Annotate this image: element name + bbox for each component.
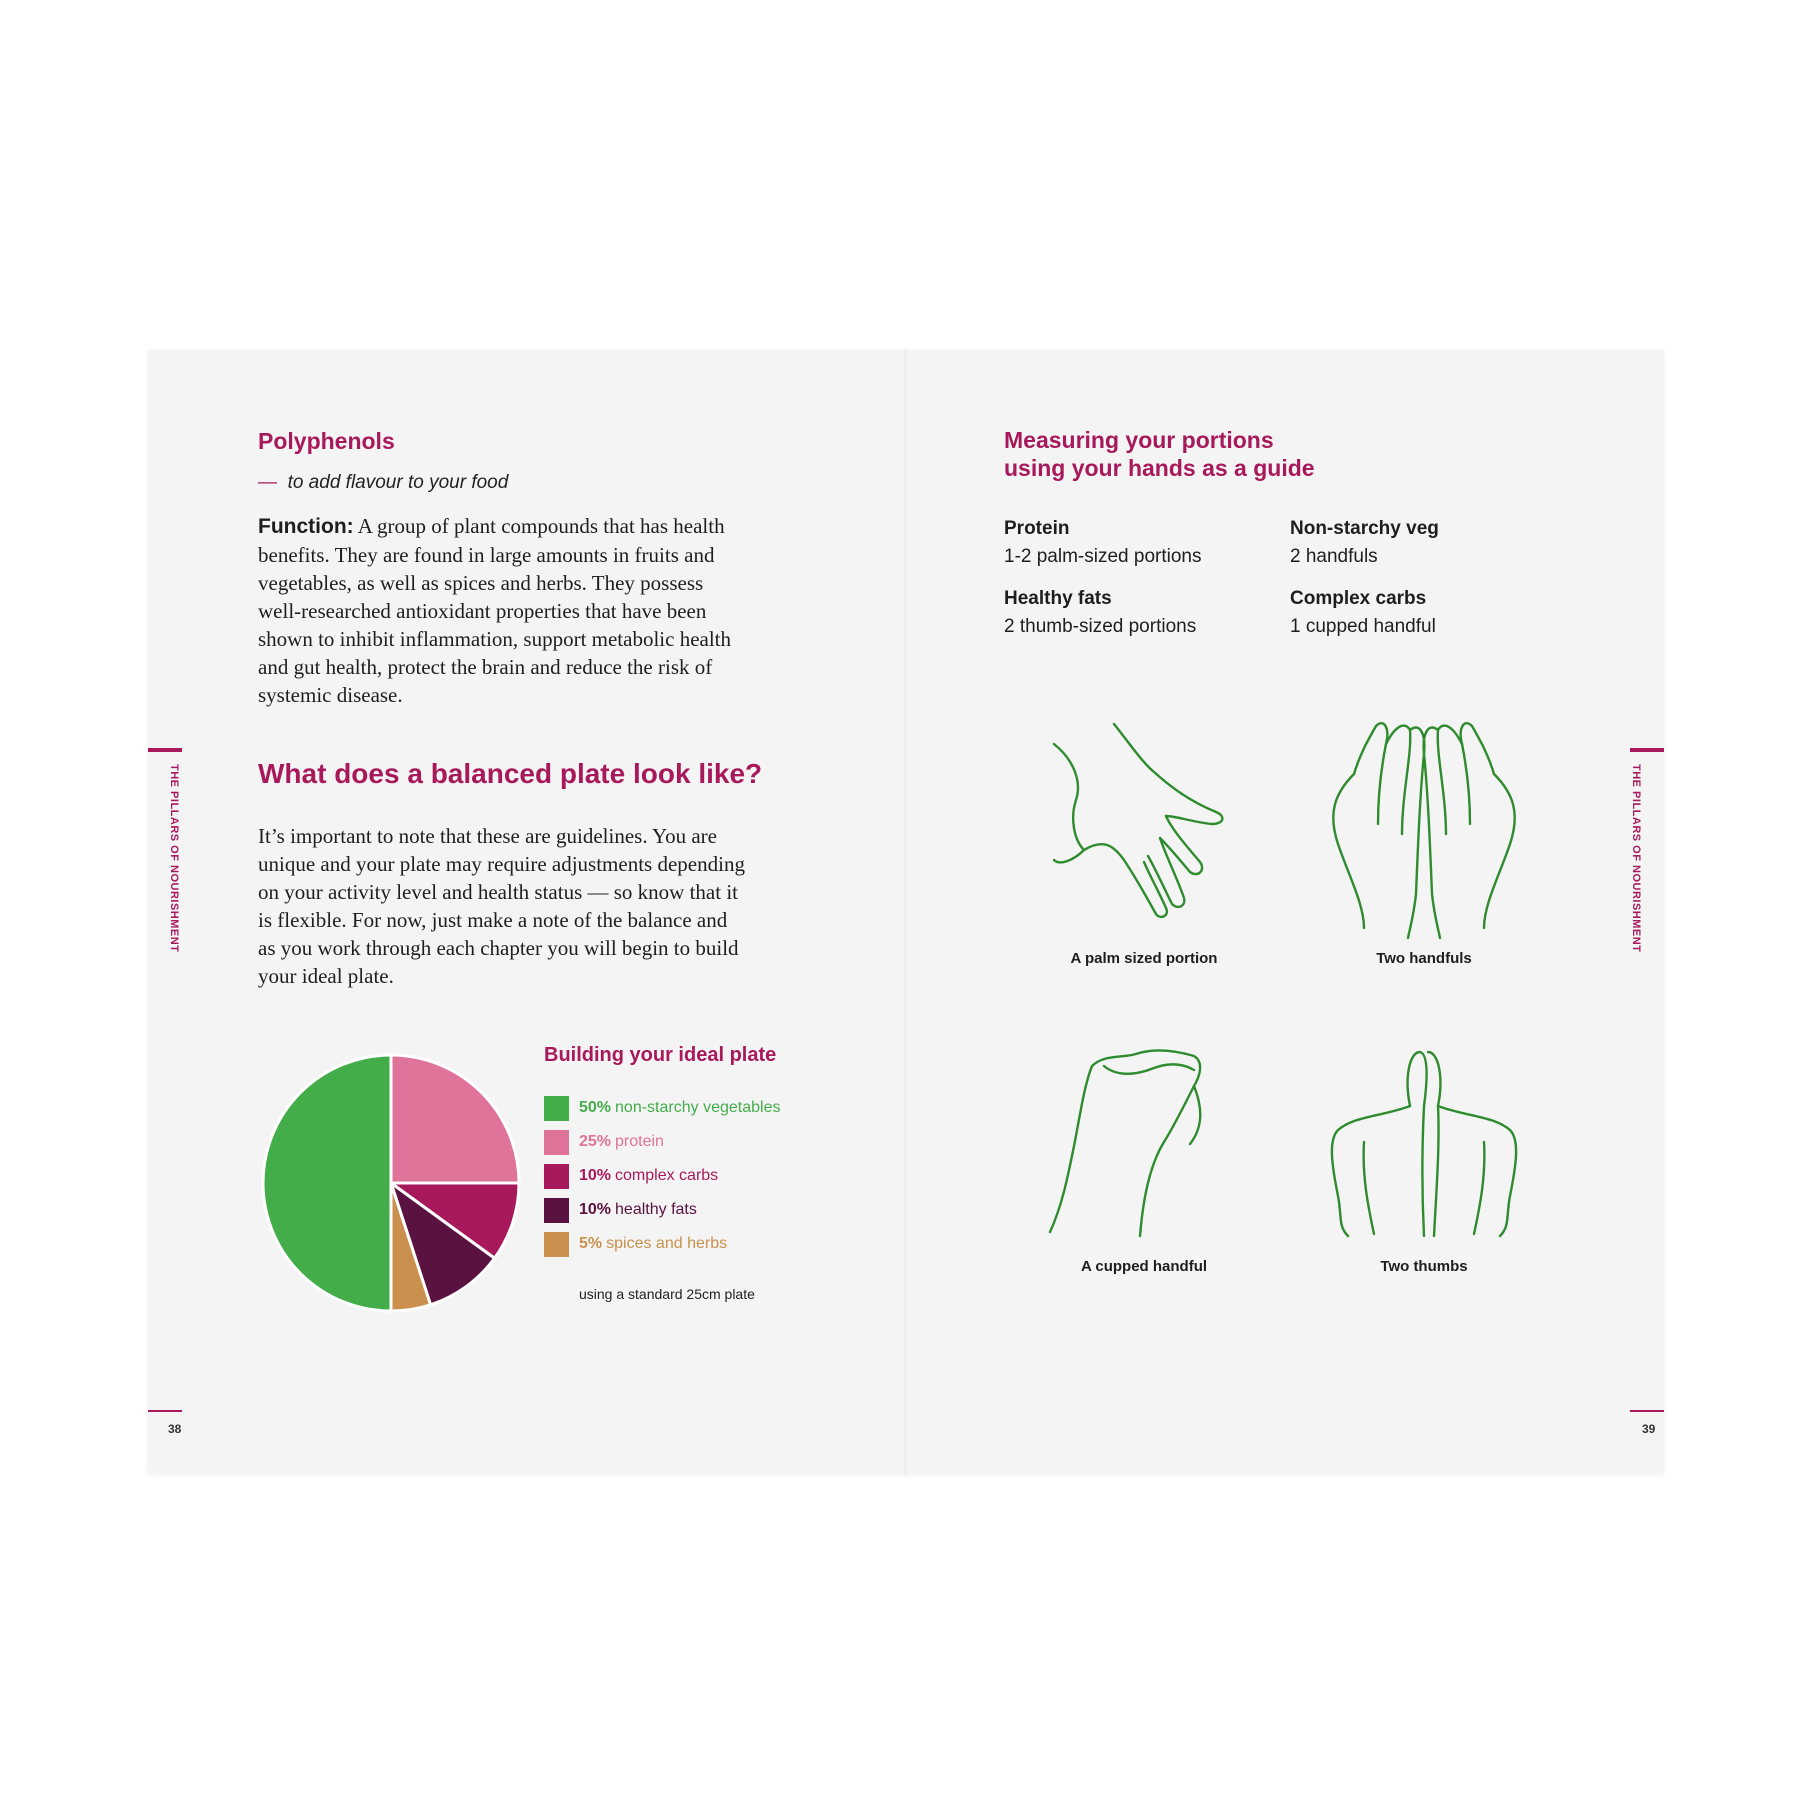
function-line: systemic disease. — [258, 683, 403, 707]
plate-pie-chart — [256, 1048, 526, 1318]
function-line: well-researched antioxidant properties that have been — [258, 599, 707, 623]
body-line: is flexible. For now, just make a note of the balance and — [258, 908, 728, 932]
portion-carbs-name: Complex carbs — [1290, 588, 1427, 609]
portion-protein-name: Protein — [1004, 518, 1070, 539]
page-number: 39 — [1642, 1422, 1656, 1436]
side-tab-marker — [1630, 748, 1664, 752]
legend-swatch — [544, 1198, 569, 1223]
legend-percent: 5% — [579, 1235, 603, 1252]
legend-swatch — [544, 1130, 569, 1155]
legend-percent: 10% — [579, 1167, 612, 1184]
heading-line: Measuring your portions — [1004, 427, 1274, 453]
pie-slice-non-starchy-vegetables — [263, 1055, 391, 1311]
tagline-text: to add flavour to your food — [287, 472, 509, 493]
function-line: shown to inhibit inflammation, support metabolic health — [258, 627, 732, 651]
hand-caption-two-handfuls: Two handfuls — [1376, 950, 1472, 967]
portion-carbs-value: 1 cupped handful — [1290, 616, 1436, 637]
book-gutter — [904, 350, 914, 1474]
hand-caption-palm: A palm sized portion — [1070, 950, 1218, 967]
two-handfuls-icon — [1324, 714, 1524, 944]
legend-item — [544, 1130, 664, 1154]
polyphenols-tagline — [258, 472, 508, 494]
legend-percent: 25% — [579, 1133, 612, 1150]
polyphenols-function — [258, 512, 838, 709]
plate-size-note: using a standard 25cm plate — [579, 1286, 755, 1302]
palm-hand-icon — [1044, 720, 1244, 940]
portions-heading — [1004, 426, 1315, 482]
function-line: Function: A group of plant compounds that has health — [258, 514, 725, 538]
two-thumbs-icon — [1324, 1046, 1524, 1256]
side-tab-label: THE PILLARS OF NOURISHMENT — [168, 764, 180, 953]
function-label: Function: — [258, 515, 354, 538]
hand-caption-cupped: A cupped handful — [1080, 1258, 1208, 1275]
legend-item — [544, 1096, 780, 1120]
cupped-hand-icon — [1044, 1046, 1244, 1256]
side-tab-label: THE PILLARS OF NOURISHMENT — [1630, 764, 1642, 953]
page-number: 38 — [168, 1422, 182, 1436]
right-page — [914, 350, 1664, 1474]
body-line: as you work through each chapter you will begin to build — [258, 936, 739, 960]
legend-swatch — [544, 1164, 569, 1189]
function-line: and gut health, protect the brain and reduce the risk of — [258, 655, 713, 679]
legend-item — [544, 1198, 697, 1222]
legend-label: healthy fats — [615, 1201, 697, 1218]
body-line: It’s important to note that these are guidelines. You are — [258, 824, 717, 848]
book-spread — [148, 350, 1664, 1474]
legend-label: non-starchy vegetables — [615, 1099, 781, 1116]
pie-slice-protein — [391, 1055, 519, 1183]
side-tab-marker — [148, 748, 182, 752]
legend-label: spices and herbs — [606, 1235, 728, 1252]
portion-protein-value: 1-2 palm-sized portions — [1004, 546, 1202, 567]
balanced-plate-title: What does a balanced plate look like? — [258, 758, 763, 789]
legend-label: protein — [615, 1133, 664, 1150]
portion-veg-name: Non-starchy veg — [1290, 518, 1439, 539]
legend-item — [544, 1232, 727, 1256]
legend-percent: 10% — [579, 1201, 612, 1218]
page-number-rule — [148, 1410, 182, 1412]
function-line: vegetables, as well as spices and herbs. They possess — [258, 571, 704, 595]
function-line: benefits. They are found in large amounts in fruits and — [258, 543, 715, 567]
body-line: unique and your plate may require adjustments depending — [258, 852, 745, 876]
legend-swatch — [544, 1096, 569, 1121]
heading-line: using your hands as a guide — [1004, 455, 1315, 481]
portion-fats-value: 2 thumb-sized portions — [1004, 616, 1197, 637]
left-page — [148, 350, 904, 1474]
balanced-plate-body — [258, 822, 858, 990]
legend-swatch — [544, 1232, 569, 1257]
hand-caption-two-thumbs: Two thumbs — [1380, 1258, 1468, 1275]
polyphenols-title: Polyphenols — [258, 428, 395, 454]
page-number-rule — [1630, 1410, 1664, 1412]
legend-item — [544, 1164, 718, 1188]
plate-legend-title: Building your ideal plate — [544, 1044, 777, 1066]
legend-label: complex carbs — [615, 1167, 719, 1184]
legend-percent: 50% — [579, 1099, 612, 1116]
portion-fats-name: Healthy fats — [1004, 588, 1112, 609]
tagline-dash: — — [258, 472, 277, 493]
body-line: on your activity level and health status — so know that it — [258, 880, 738, 904]
body-line: your ideal plate. — [258, 964, 394, 988]
portion-veg-value: 2 handfuls — [1290, 546, 1378, 567]
